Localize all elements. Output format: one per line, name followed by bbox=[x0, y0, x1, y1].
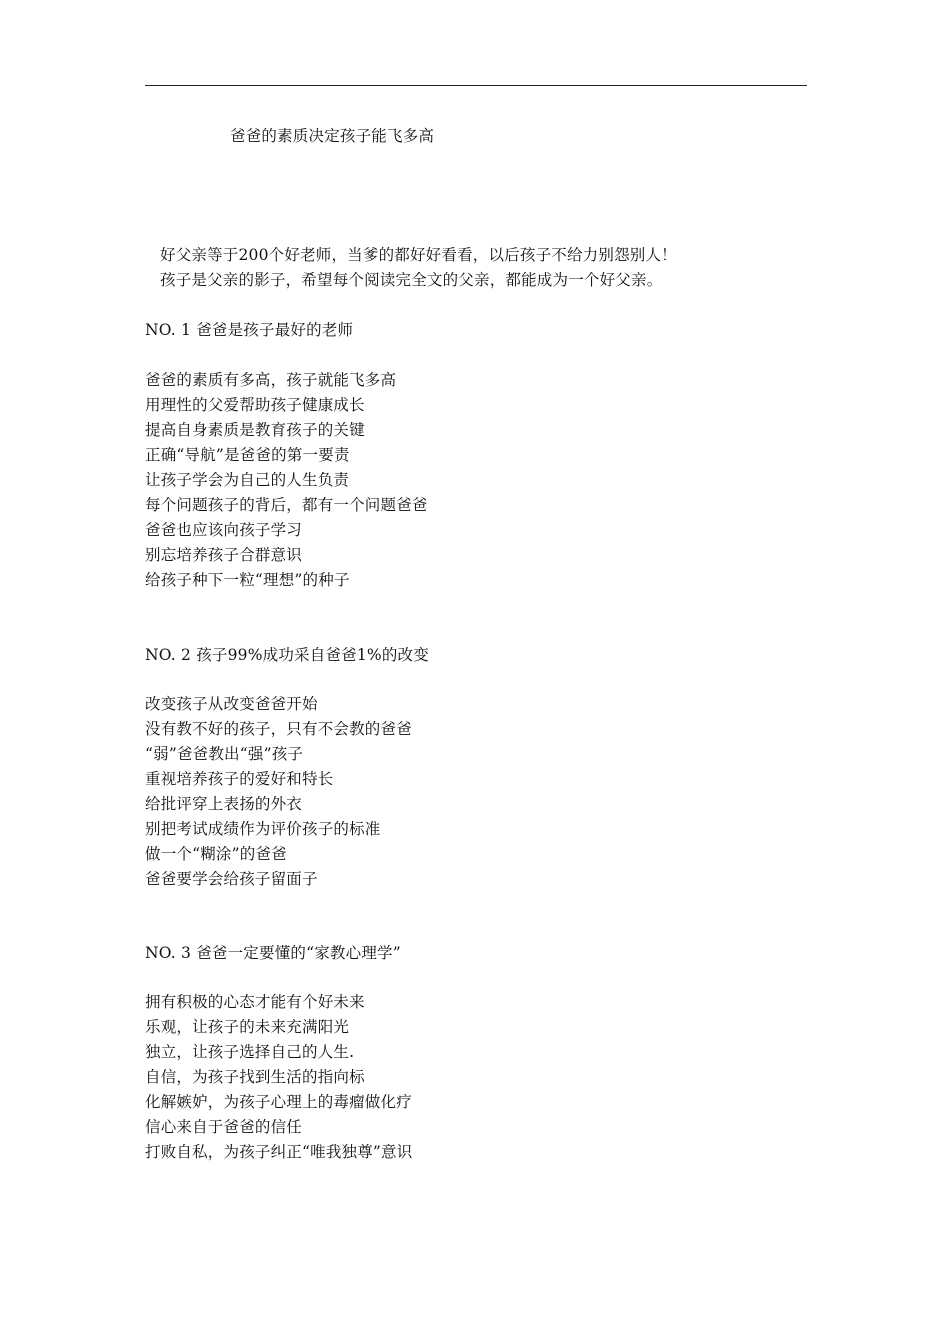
intro-line: 孩子是父亲的影子，希望每个阅读完全文的父亲，都能成为一个好父亲。 bbox=[160, 271, 663, 289]
list-item: 正确“导航”是爸爸的第一要责 bbox=[145, 446, 350, 464]
list-item: 打败自私，为孩子纠正“唯我独尊”意识 bbox=[145, 1143, 413, 1161]
list-item: 做一个“糊涂”的爸爸 bbox=[145, 845, 287, 863]
list-item: 拥有积极的心态才能有个好未来 bbox=[145, 993, 365, 1011]
intro-line: 好父亲等于200个好老师，当爹的都好好看看，以后孩子不给力别怨别人！ bbox=[160, 246, 677, 264]
header-rule bbox=[145, 85, 807, 86]
list-item: 自信，为孩子找到生活的指向标 bbox=[145, 1068, 365, 1086]
list-item: 独立，让孩子选择自己的人生. bbox=[145, 1043, 355, 1061]
list-item: 别把考试成绩作为评价孩子的标准 bbox=[145, 820, 381, 838]
list-item: 重视培养孩子的爱好和特长 bbox=[145, 770, 334, 788]
list-item: 给孩子种下一粒“理想”的种子 bbox=[145, 571, 350, 589]
list-item: 没有教不好的孩子，只有不会教的爸爸 bbox=[145, 720, 412, 738]
list-item: 提高自身素质是教育孩子的关键 bbox=[145, 421, 365, 439]
section-heading: NO. 1 爸爸是孩子最好的老师 bbox=[145, 321, 354, 339]
list-item: 化解嫉妒，为孩子心理上的毒瘤做化疗 bbox=[145, 1093, 412, 1111]
list-item: 用理性的父爱帮助孩子健康成长 bbox=[145, 396, 365, 414]
section-heading: NO. 3 爸爸一定要懂的“家教心理学” bbox=[145, 944, 401, 962]
document-title: 爸爸的素质决定孩子能飞多高 bbox=[230, 127, 435, 145]
list-item: 每个问题孩子的背后，都有一个问题爸爸 bbox=[145, 496, 428, 514]
list-item: 让孩子学会为自己的人生负责 bbox=[145, 471, 350, 489]
list-item: 爸爸要学会给孩子留面子 bbox=[145, 870, 318, 888]
list-item: “弱”爸爸教出“强”孩子 bbox=[145, 745, 304, 763]
section-heading: NO. 2 孩子99%成功采自爸爸1%的改变 bbox=[145, 646, 429, 664]
list-item: 给批评穿上表扬的外衣 bbox=[145, 795, 303, 813]
list-item: 爸爸的素质有多高，孩子就能飞多高 bbox=[145, 371, 397, 389]
list-item: 改变孩子从改变爸爸开始 bbox=[145, 695, 318, 713]
list-item: 乐观，让孩子的未来充满阳光 bbox=[145, 1018, 350, 1036]
list-item: 别忘培养孩子合群意识 bbox=[145, 546, 303, 564]
list-item: 爸爸也应该向孩子学习 bbox=[145, 521, 303, 539]
list-item: 信心来自于爸爸的信任 bbox=[145, 1118, 303, 1136]
